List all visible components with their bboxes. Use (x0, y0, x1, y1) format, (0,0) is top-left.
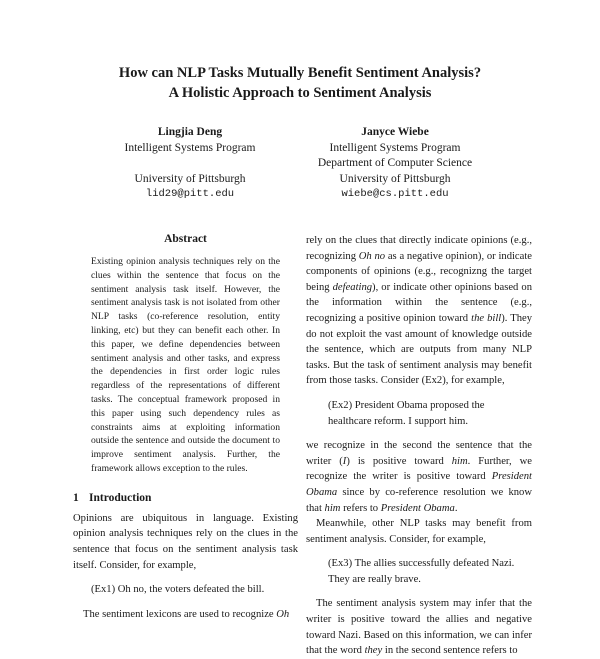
right-paragraph-4: The sentiment analysis system may infer that the writer is positive toward the allies and negative toward Nazi. Based on this information, we can infer that the word they in the second sentence refers to (306, 598, 532, 657)
section-heading-introduction (73, 492, 298, 504)
example-2: (Ex2) President Obama proposed the healthcare reform. I support him. (328, 399, 485, 427)
author-email: lid29@pitt.edu (145, 188, 235, 200)
abstract-body: Existing opinion analysis techniques rely on the clues within the sentence that focus on the sentiment analysis task itself. However, the sentiment analysis task is not isolated from other NLP tasks (co-reference resolution, entity linking, etc) but they can benefit each other. In this paper, we define dependencies between sentiment analysis and other tasks, and express the dependencies in first order logic rules regardless of the representations of different tasks. The conceptual framework proposed in this paper using such dependency rules as constraints aims at exploiting information outside the sentence and outside the document to improve sentiment analysis. Further, the framework allows exception to the rules. (91, 256, 280, 474)
right-paragraph-2: we recognize in the second the sentence that the writer (I) is positive toward him. Further, we recognize the writer is positive toward President Obama since by co-reference resolution we know that him refers to President Obama. (306, 440, 532, 514)
example-1: (Ex1) Oh no, the voters defeated the bill. (91, 584, 265, 596)
section-number: 1 (73, 491, 79, 504)
author-department-2: Department of Computer Science (317, 157, 473, 169)
abstract-heading: Abstract (164, 233, 207, 245)
right-paragraph-3: Meanwhile, other NLP tasks may benefit from sentiment analysis. Consider, for example, (306, 518, 532, 545)
author-block-2 (300, 125, 490, 203)
intro-paragraph-1: Opinions are ubiquitous in language. Existing opinion analysis techniques rely on the clues in the sentence that focus on the sentiment analysis task itself. Consider, for example, (73, 512, 298, 571)
paper-title (0, 63, 600, 103)
title-line-1: How can NLP Tasks Mutually Benefit Sentiment Analysis? (118, 65, 482, 81)
example-3: (Ex3) The allies successfully defeated Nazi. They are really brave. (328, 558, 515, 585)
right-column (306, 233, 532, 659)
author-department: Intelligent Systems Program (124, 141, 256, 154)
section-title: Introduction (89, 491, 152, 504)
author-university: University of Pittsburgh (134, 172, 246, 185)
author-department: Intelligent Systems Program (329, 141, 461, 154)
author-block-1 (100, 125, 280, 203)
author-name: Lingjia Deng (157, 126, 223, 138)
title-line-2: A Holistic Approach to Sentiment Analysis (168, 85, 432, 101)
author-university: University of Pittsburgh (339, 172, 451, 185)
right-paragraph-1: rely on the clues that directly indicate opinions (e.g., recognizing Oh no as a negative opinion), or indicate components of opinions (e.g., recognizng the target being defeating), or indicate other opinions based on the information within the sentence (e.g., recognizing a positive opinion toward the bill). They do not exploit the vast amount of knowledge outside the sentence, which are outputs from many NLP tasks. But the task of sentiment analysis may benefit from those tasks. Consider (Ex2), for example, (306, 235, 533, 387)
left-column (73, 233, 298, 622)
author-name: Janyce Wiebe (361, 126, 429, 138)
intro-paragraph-2: The sentiment lexicons are used to recognize Oh (83, 608, 290, 620)
author-email: wiebe@cs.pitt.edu (341, 188, 449, 200)
